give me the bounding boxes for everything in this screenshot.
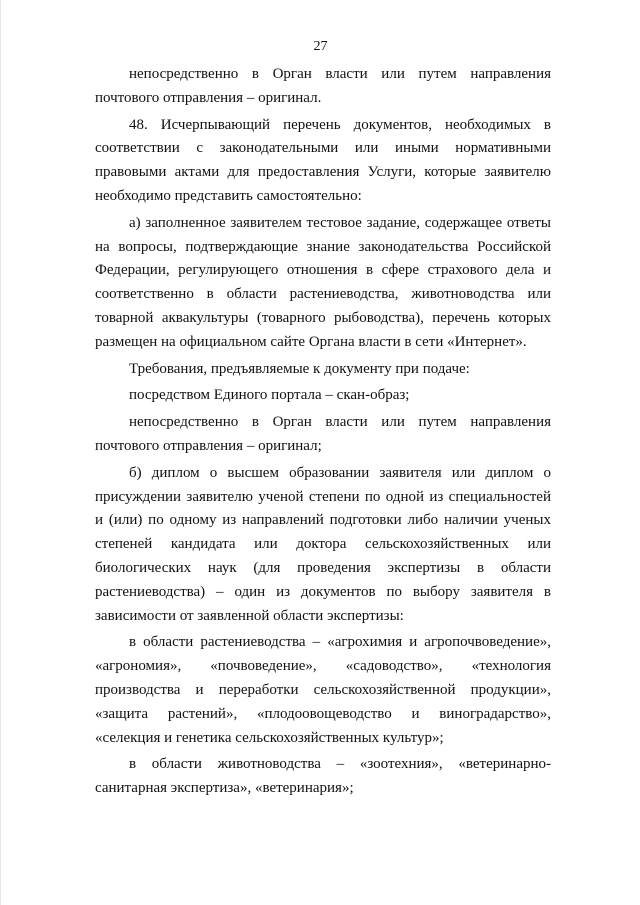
paragraph-item-b: б) диплом о высшем образовании заявителя или диплом о присуждении заявителю ученой степени по одной из специальностей и (или) по одному из направлений подготовки либо наличии ученых степеней кандидата или доктора сельскохозяйственных или биологических наук (для проведения экспертизы в области растениеводства) – один из документов по выбору заявителя в зависимости от заявленной области экспертизы:	[95, 464, 551, 624]
paragraph-direct: непосредственно в Орган власти или путем направления почтового отправления – оригинал;	[95, 414, 551, 454]
paragraph-continuation: непосредственно в Орган власти или путем направления почтового отправления – оригинал.	[95, 66, 551, 106]
paragraph-portal: посредством Единого портала – скан-образ;	[129, 387, 410, 404]
page-number: 27	[313, 39, 328, 54]
paragraph-item-48: 48. Исчерпывающий перечень документов, необходимых в соответствии с законодательными или иными нормативными правовыми актами для предоставления Услуги, которые заявителю необходимо представить самостоятельно:	[95, 116, 551, 204]
paragraph-crop-field: в области растениеводства – «агрохимия и агропочвоведение», «агрономия», «почвоведение», «садоводство», «технология производства и переработки сельскохозяйственной продукции», «защита растений», «плодоовощеводство и виноградарство», «селекция и генетика сельскохозяйственных культур»;	[95, 634, 551, 746]
paragraph-requirements: Требования, предъявляемые к документу при подаче:	[129, 360, 470, 377]
paragraph-item-a: а) заполненное заявителем тестовое задание, содержащее ответы на вопросы, подтверждающие знание законодательства Российской Федерации, регулирующего отношения в сфере страхового дела и соответственно в области растениеводства, животноводства или товарной аквакультуры (товарного рыбоводства), перечень которых размещен на официальном сайте Органа власти в сети «Интернет».	[95, 214, 551, 350]
paragraph-livestock-field: в области животноводства – «зоотехния», «ветеринарно-санитарная экспертиза», «ветеринария»;	[95, 756, 551, 797]
document-body	[95, 63, 551, 801]
